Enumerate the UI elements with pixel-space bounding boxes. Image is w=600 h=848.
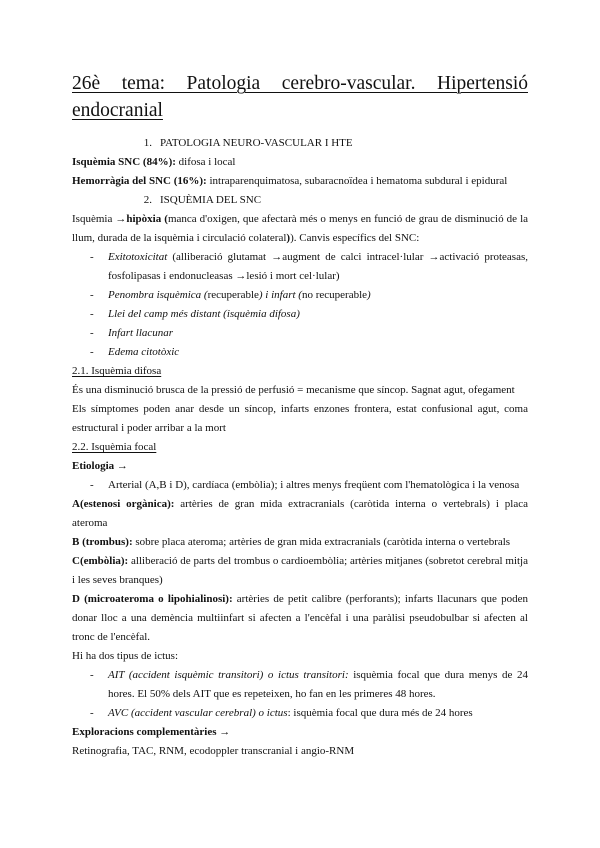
dash-bullet: - [90, 707, 94, 719]
hemorragia-snc-line [72, 172, 528, 191]
section-label: PATOLOGIA NEURO-VASCULAR I HTE [160, 137, 353, 149]
dash-bullet: - [90, 327, 94, 339]
title-line-2: endocranial [72, 100, 163, 121]
embolia-paragraph [72, 552, 528, 590]
microateroma-paragraph [72, 590, 528, 647]
embolia-desc: alliberació de parts del trombus o cardioembòlia; artèries mitjanes (sobretot cerebral mitja i les seves branques) [72, 555, 528, 586]
section-heading-2 [72, 191, 528, 210]
hemorragia-snc-term: Hemorràgia del SNC (16%): [72, 175, 207, 187]
estenosi-term: A(estenosi orgànica): [72, 498, 175, 510]
etiologia-heading: Etiologia → [72, 460, 128, 472]
item-term: AIT (accident isquèmic transitori) o ictus transitori: [108, 669, 349, 681]
title-line-1: 26è tema: Patologia cerebro-vascular. Hipertensió [72, 73, 528, 94]
list-item [72, 305, 528, 324]
dash-bullet: - [90, 289, 94, 301]
intro-text-c: ). Canvis específics del SNC: [290, 232, 420, 244]
list-item [72, 324, 528, 343]
embolia-term: C(embòlia): [72, 555, 129, 567]
isquemia-snc-desc: difosa i local [175, 156, 236, 168]
trombus-desc: sobre placa ateroma; artèries de gran mida extracranials (caròtida interna o vertebrals [132, 536, 511, 548]
item-desc: : isquèmia focal que dura més de 24 hores [287, 707, 473, 719]
section-number: 1. [143, 137, 152, 149]
hemorragia-snc-desc: intraparenquimatosa, subaracnoïdea i hematoma subdural i epidural [206, 175, 508, 187]
dash-bullet: - [90, 346, 94, 358]
isquemia-difosa-paragraph-1: És una disminució brusca de la pressió de perfusió = mecanisme que síncop. Sagnat agut, ofegament [72, 384, 515, 396]
etiologia-item [72, 476, 528, 495]
isquemia-intro-paragraph [72, 210, 528, 248]
microateroma-term: D (microateroma o lipohialinosi): [72, 593, 233, 605]
intro-text-a: Isquèmia [72, 213, 116, 225]
item-term: Penombra isquèmica ( [108, 289, 208, 301]
dash-bullet: - [90, 479, 94, 491]
item-term: Infart llacunar [108, 327, 174, 339]
estenosi-paragraph [72, 495, 528, 533]
isquemia-snc-term: Isquèmia SNC (84%): [72, 156, 176, 168]
page-title [72, 70, 528, 124]
exploracions-heading: Exploracions complementàries → [72, 726, 231, 738]
ictus-intro: Hi ha dos tipus de ictus: [72, 650, 179, 662]
isquemia-difosa-paragraph-2: Els símptomes poden anar desde un síncop, infarts enzones frontera, estat confusional agut, coma estructural i poder arribar a la mort [72, 403, 528, 434]
trombus-paragraph [72, 533, 528, 552]
item-desc: isquèmia focal que dura menys de 24 hores. El 50% dels AIT que es repeteixen, ho fan en les primeres 48 hores. [108, 669, 528, 700]
list-item [72, 704, 528, 723]
item-desc: (alliberació glutamat →augment de calci intracel·lular →activació proteasas, fosfolipasas i endonucleasas →lesió i mort cel·lular) [108, 251, 528, 282]
dash-bullet: - [90, 251, 94, 263]
section-number: 2. [143, 194, 152, 206]
ictus-list [72, 666, 528, 723]
list-item [72, 248, 528, 286]
section-heading-1 [72, 134, 528, 153]
subsection-heading-2-2: 2.2. Isquèmia focal [72, 441, 157, 453]
dash-bullet: - [90, 308, 94, 320]
estenosi-desc: artèries de gran mida extracranials (caròtida interna o vertebrals) i placa ateroma [72, 498, 528, 529]
item-term-3: ) [367, 289, 371, 301]
subsection-heading-2-1: 2.1. Isquèmia difosa [72, 365, 162, 377]
document-page [72, 70, 528, 761]
item-term: Edema citotòxic [108, 346, 180, 358]
changes-list [72, 248, 528, 362]
section-label: ISQUÈMIA DEL SNC [160, 194, 262, 206]
list-item [72, 666, 528, 704]
item-term: AVC (accident vascular cerebral) o ictus [108, 707, 288, 719]
item-note: recuperable [207, 289, 259, 301]
list-item [72, 286, 528, 305]
item-term-2: ) i infart ( [258, 289, 302, 301]
intro-text-b: manca d'oxigen, que afectarà més o menys en funció de grau de disminució de la llum, durada de la isquèmia i circulació colateral [72, 213, 529, 244]
exploracions-list: Retinografia, TAC, RNM, ecodoppler transcranial i angio-RNM [72, 745, 355, 757]
hipoxia-term: →hipòxia ( [115, 213, 168, 225]
intro-close-paren: ) [286, 232, 291, 244]
trombus-term: B (trombus): [72, 536, 133, 548]
list-item [72, 343, 528, 362]
microateroma-desc: artèries de petit calibre (perforants); infarts llacunars que poden donar lloc a una demència multiinfart si afecten a l'encèfal i una paràlisi pseudobulbar si afecten al tronc de l'encèfal. [72, 593, 528, 643]
dash-bullet: - [90, 669, 94, 681]
item-term: Llei del camp més distant (isquèmia difosa) [108, 308, 300, 320]
isquemia-snc-line [72, 153, 528, 172]
etiologia-item-text: Arterial (A,B i D), cardíaca (embòlia); i altres menys freqüent com l'hematològica i la venosa [108, 479, 520, 491]
item-note-2: no recuperable [301, 289, 368, 301]
item-term: Exitotoxicitat [108, 251, 168, 263]
